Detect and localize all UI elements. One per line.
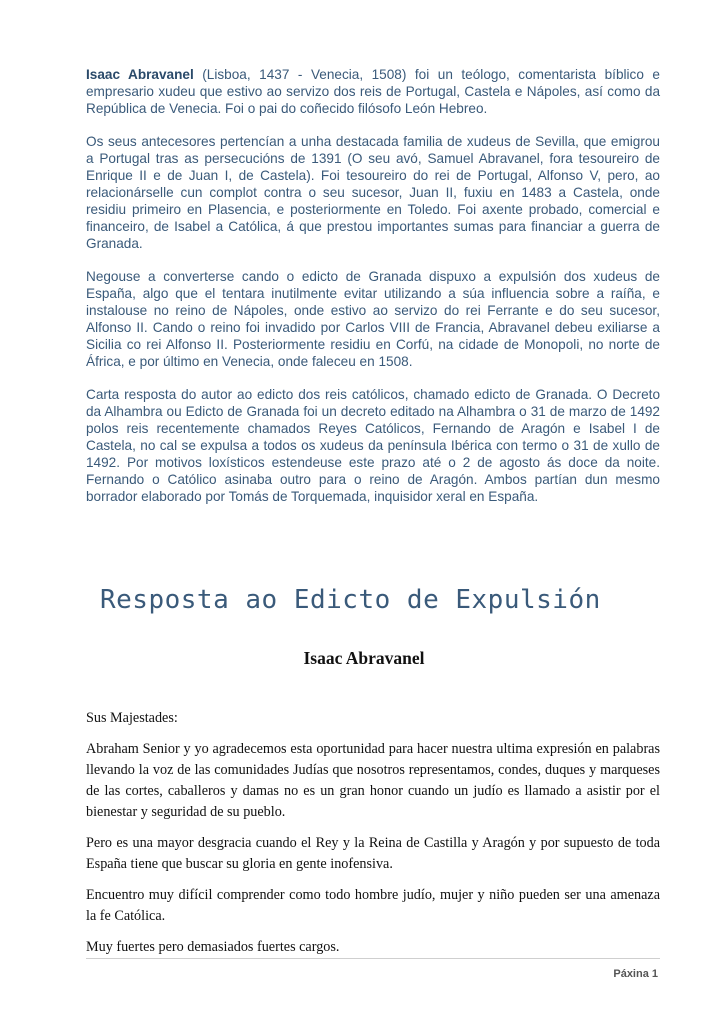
letter-paragraph-2: Pero es una mayor desgracia cuando el Rey y la Reina de Castilla y Aragón y por supuesto de toda España tiene que buscar su gloria en gente inofensiva.: [86, 835, 660, 872]
footer-divider: [86, 958, 660, 959]
intro-paragraph-3: Negouse a converterse cando o edicto de Granada dispuxo a expulsión dos xudeus de España, algo que el tentara inutilmente evitar utilizando a súa influencia sobre a raíña, e instalouse no reino de Nápoles, onde estivo ao servizo do rei Ferrante e do seu sucesor, Alfonso II. Cando o reino foi invadido por Carlos VIII de Francia, Abravanel debeu exiliarse a Sicilia co rei Alfonso II. Posteriormente residiu en Corfú, na cidade de Monopoli, no norte de África, e por último en Venecia, onde faleceu en 1508.: [86, 269, 660, 369]
letter-paragraph-4: Muy fuertes pero demasiados fuertes cargos.: [86, 939, 340, 955]
intro-paragraph-1: [86, 66, 660, 117]
intro-paragraph-1-text: (Lisboa, 1437 - Venecia, 1508) foi un teólogo, comentarista bíblico e empresario xudeu que estivo ao servizo dos reis de Portugal, Castela e Nápoles, así como da República de Venecia. Foi o pai do coñecido filósofo León Hebreo.: [86, 67, 660, 116]
intro-paragraph-2: Os seus antecesores pertencían a unha destacada familia de xudeus de Sevilla, que emigrou a Portugal tras as persecucións de 1391 (O seu avó, Samuel Abravanel, fora tesoureiro de Enrique II e de Juan I, de Castela). Foi tesoureiro do rei de Portugal, Alfonso V, pero, ao relacionárselle cun complot contra o seu sucesor, Juan II, fuxiu en 1483 a Castela, onde residiu primeiro en Plasencia, e posteriormente en Toledo. Foi axente probado, comercial e financeiro, de Isabel a Católica, á que prestou importantes sumas para financiar a guerra de Granada.: [86, 134, 660, 251]
subject-name: Isaac Abravanel: [86, 67, 194, 82]
page-number: Páxina 1: [613, 968, 658, 980]
document-title: Resposta ao Edicto de Expulsión: [100, 585, 601, 615]
author-heading: Isaac Abravanel: [303, 648, 425, 668]
letter-section: [86, 708, 660, 968]
letter-paragraph-1: Abraham Senior y yo agradecemos esta oportunidad para hacer nuestra ultima expresión en palabras llevando la voz de las comunidades Judías que nosotros representamos, condes, duques y marqueses de las cortes, caballeros y damas no es un gran honor cuando un judío es llamado a asistir por el bienestar y seguridad de su pueblo.: [86, 741, 660, 820]
letter-paragraph-3: Encuentro muy difícil comprender como todo hombre judío, mujer y niño pueden ser una amenaza la fe Católica.: [86, 887, 660, 924]
intro-section: [86, 66, 660, 521]
intro-paragraph-4: Carta resposta do autor ao edicto dos reis católicos, chamado edicto de Granada. O Decreto da Alhambra ou Edicto de Granada foi un decreto editado na Alhambra o 31 de marzo de 1492 polos reis recentemente chamados Reyes Católicos, Fernando de Aragón e Isabel I de Castela, no cal se expulsa a todos os xudeus da península Ibérica con termo o 31 de xullo de 1492. Por motivos loxísticos estendeuse este prazo até o 2 de agosto ás doce da noite. Fernando o Católico asinaba outro para o reino de Aragón. Ambos partían dun mesmo borrador elaborado por Tomás de Torquemada, inquisidor xeral en España.: [86, 387, 660, 504]
letter-salutation: Sus Majestades:: [86, 710, 178, 726]
